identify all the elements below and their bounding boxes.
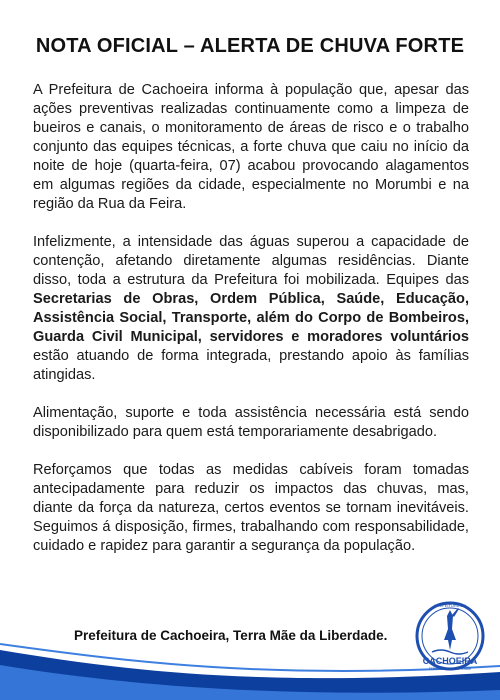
paragraph-3: Alimentação, suporte e toda assistência necessária está sendo disponibilizado para quem está temporariamente desabrigado. <box>33 405 469 440</box>
emblem-name: CACHOEIRA <box>422 656 478 666</box>
signature: Prefeitura de Cachoeira, Terra Mãe da Liberdade. <box>74 628 388 643</box>
page-title: NOTA OFICIAL – ALERTA DE CHUVA FORTE <box>35 35 465 57</box>
paragraph-2-bold: Secretarias de Obras, Ordem Pública, Saúde, Educação, Assistência Social, Transporte, além do Corpo de Bombeiros, Guarda Civil Municipal, servidores e moradores voluntários <box>33 291 469 345</box>
emblem-arc-text: PREFEITURA DE <box>434 603 466 608</box>
emblem-tagline: TERRA MÃE DA LIBERDADE <box>428 667 472 671</box>
paragraph-4: Reforçamos que todas as medidas cabíveis foram tomadas antecipadamente para reduzir os impactos das chuvas, mas, diante da força da natureza, certos eventos se tornam inevitáveis. Seguimos á disposição, firmes, trabalhando com responsabilidade, cuidado e rapidez para garantir a segurança da população. <box>33 462 469 554</box>
paragraph-2-end: estão atuando de forma integrada, prestando apoio às famílias atingidas. <box>33 348 469 383</box>
paragraph-2 <box>33 233 469 385</box>
document-body <box>33 81 469 575</box>
paragraph-1: A Prefeitura de Cachoeira informa à população que, apesar das ações preventivas realizadas continuamente como a limpeza de bueiros e canais, o monitoramento de áreas de risco e o trabalho conjunto das equipes técnicas, a forte chuva que caiu no início da noite de hoje (quarta-feira, 07) acabou provocando alagamentos em algumas regiões da cidade, especialmente no Morumbi e na região da Rua da Feira. <box>33 82 469 212</box>
paragraph-2-intro: Infelizmente, a intensidade das águas superou a capacidade de contenção, afetando diretamente algumas residências. Diante disso, toda a estrutura da Prefeitura foi mobilizada. Equipes das <box>33 234 469 288</box>
cachoeira-emblem <box>414 596 486 676</box>
